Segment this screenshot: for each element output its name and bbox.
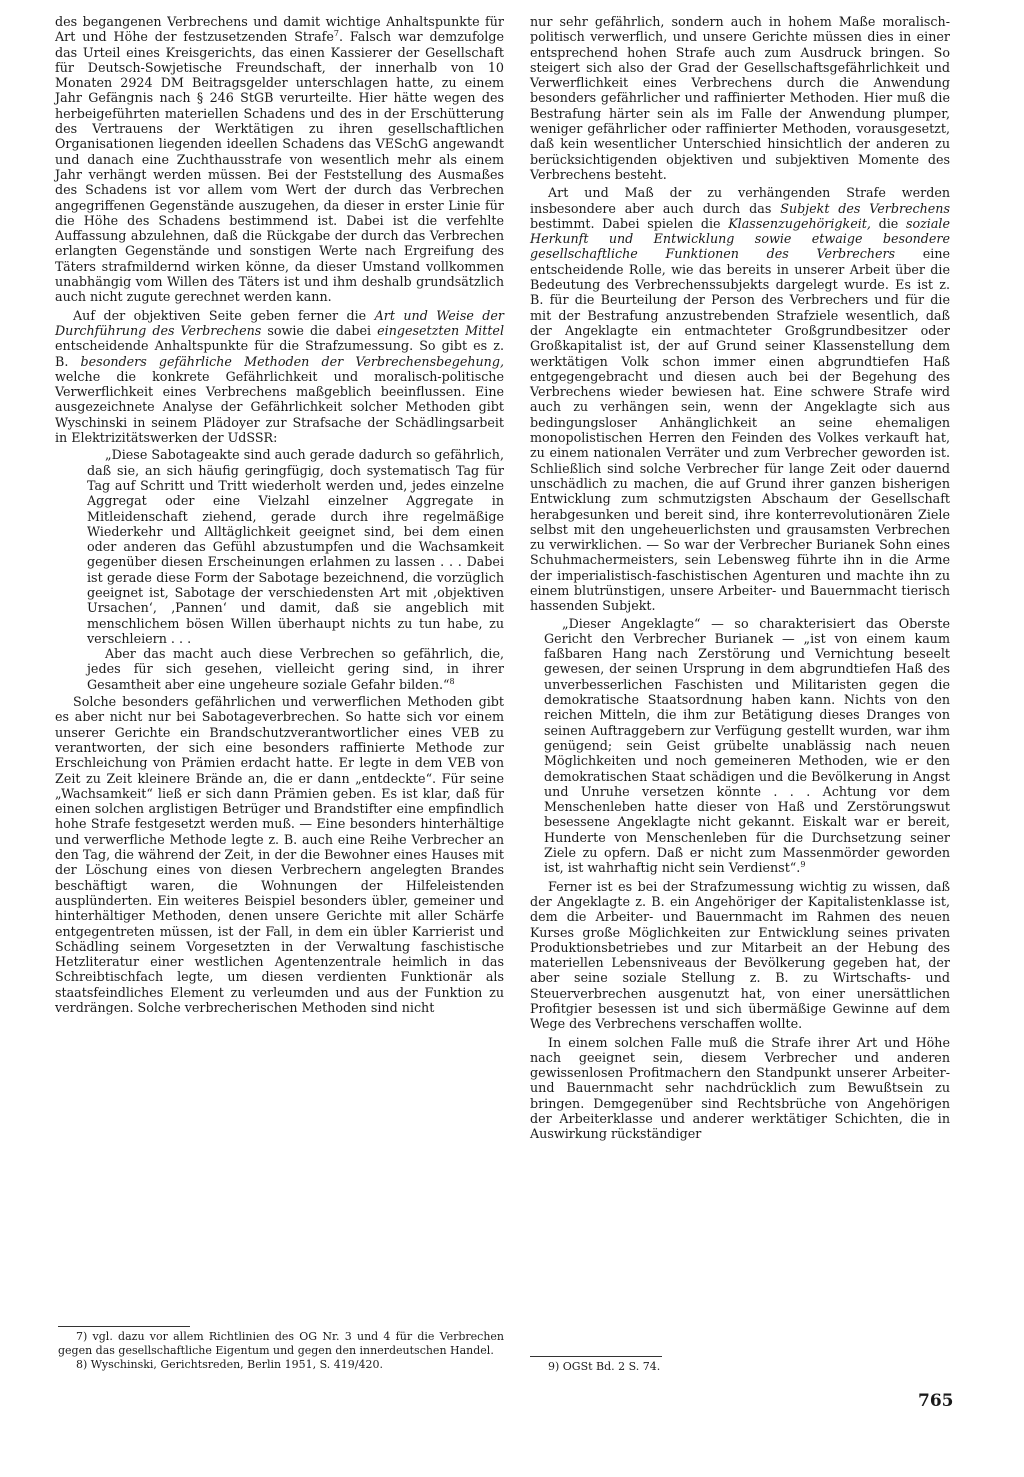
footnotes-right — [530, 1360, 950, 1374]
paragraph: In einem solchen Falle muß die Strafe ihrer Art und Höhe nach geeignet sein, diesem Verbrecher und anderen gewissenlosen Profitmachern den Standpunkt unserer Arbeiter- und Bauernmacht sehr nachdrücklich zum Bewußtsein zu bringen. Demgegenüber sind Rechtsbrüche von Angehörigen der Arbeiterklasse und anderer werktätiger Schichten, die in Auswirkung rückständiger — [530, 1034, 950, 1142]
footnote-ref[interactable]: 7 — [333, 29, 339, 39]
paragraph: Auf der objektiven Seite geben ferner die Art und Weise der Durchführung des Verbrechens sowie die dabei eingesetzten Mittel entscheidende Anhaltspunkte für die Strafzumessung. So gibt es z. B. besonders gefährliche Methoden der Verbrechensbegehung, welche die konkrete Gefährlichkeit und moralisch-politische Verwerflichkeit eines Verbrechens maßgeblich beeinflussen. Eine ausgezeichnete Analyse der Gefährlichkeit solcher Methoden gibt Wyschinski in seinem Plädoyer zur Strafsache der Schädlingsarbeit in Elektrizitätswerken der UdSSR: — [55, 307, 505, 446]
footnote-7: 7) vgl. dazu vor allem Richtlinien des OG Nr. 3 und 4 für die Verbrechen gegen das gesellschaftliche Eigentum und gegen den innerdeutschen Handel. — [58, 1330, 504, 1357]
footnotes-left — [58, 1330, 504, 1372]
footnote-rule — [58, 1326, 190, 1327]
paragraph: Solche besonders gefährlichen und verwerflichen Methoden gibt es aber nicht nur bei Sabotageverbrechen. So hatte sich vor einem unserer Gerichte ein Brandschutzverantwortlicher eines VEB zu verantworten, der sich eine besonders raffinierte Methode zur Erschleichung von Prämien erdacht hatte. Er legte in dem VEB von Zeit zu Zeit kleinere Brände an, die er dann „entdeckte“. Für seine „Wachsamkeit“ ließ er sich dann Prämien geben. Es ist klar, daß für einen solchen arglistigen Betrüger und Brandstifter eine empfindlich hohe Strafe festgesetzt werden muß. — Eine besonders hinterhältige und verwerfliche Methode legte z. B. auch eine Reihe Verbrecher an den Tag, die während der Zeit, in der die Bewohner eines Hauses mit der Löschung eines von diesen Verbrechern angelegten Brandes beschäftigt waren, die Wohnungen der Hilfeleistenden ausplünderten. Ein weiteres Beispiel besonders übler, gemeiner und hinterhältiger Methoden, denen unsere Gerichte mit aller Schärfe entgegentreten müssen, ist der Fall, in dem ein übler Karrierist und Schädling seinem Vorgesetzten in der Verwaltung faschistische Hetzliteratur einer westlichen Agentenzentrale heimlich in das Schreibtischfach legte, um diesen verdienten Funktionär als staatsfeindliches Element zu verleumden und aus der Funktion zu verdrängen. Solche verbrecherischen Methoden sind nicht — [55, 694, 504, 1015]
quote-paragraph: „Dieser Angeklagte“ — so charakterisiert das Oberste Gericht den Verbrecher Burianek — „ist von einem kaum faßbaren Hang nach Zerstörung und Vernichtung beseelt gewesen, der seinen Ursprung in dem abgrundtiefen Haß des unverbesserlichen Faschisten und Militaristen gegen die demokratische Staatsordnung haben kann. Nichts von den reichen Mitteln, die ihm zur Betätigung dieses Dranges von seinen Auftraggebern zur Verfügung gestellt wurden, war ihm genügend; sein Geist grübelte unablässig nach neuen Möglichkeiten und noch gemeineren Methoden, wie er den demokratischen Staat schädigen und die Bevölkerung in Angst und Unruhe versetzen könnte . . . Achtung vor dem Menschenleben hatte dieser von Haß und Zerstörungswut besessene Angeklagte nicht gekannt. Eiskalt war er bereit, Hunderte von Menschenleben für die Durchsetzung seiner Ziele zu opfern. Daß er nicht zum Massenmörder geworden ist, ist wahrhaftig nicht sein Verdienst“.$^9$ — [544, 615, 950, 876]
page-number: 765 — [918, 1391, 954, 1411]
footnote-8: 8) Wyschinski, Gerichtsreden, Berlin 1951, S. 419/420. — [76, 1358, 383, 1371]
block-quote — [87, 447, 504, 692]
left-column — [55, 14, 504, 1015]
footnote-9: 9) OGSt Bd. 2 S. 74. — [548, 1360, 661, 1373]
paragraph: des begangenen Verbrechens und damit wichtige Anhaltspunkte für Art und Höhe der festzusetzenden Strafe$^7$. Falsch war demzufolge das Urteil eines Kreisgerichts, das einen Kassierer der Gesellschaft für Deutsch-Sowjetische Freundschaft, der innerhalb von 10 Monaten 2924 DM Beitragsgelder unterschlagen hatte, zu einem Jahr Gefängnis nach § 246 StGB verurteilte. Hier hätte wegen des herbeigeführten materiellen Schadens und des in der Erschütterung des Vertrauens der Werktätigen zu ihren gesellschaftlichen Organisationen liegenden ideellen Schadens das VESchG angewandt und danach eine Zuchthausstrafe von wesentlich mehr als einem Jahr verhängt werden müssen. Bei der Feststellung des Ausmaßes des Schadens ist vor allem vom Wert der durch das Verbrechen angegriffenen Gegenstände auszugehen, da dieser in erster Linie für die Höhe des Schadens bestimmend ist. Dabei ist die verfehlte Auffassung abzulehnen, daß die Rückgabe der durch das Verbrechen erlangten Gegenstände und sonstigen Werte nach Ergreifung des Täters strafmildernd wirken könne, da dieser Umstand vollkommen unabhängig vom Willen des Täters ist und ihm deshalb grundsätzlich auch nicht zugute gerechnet werden kann. — [55, 14, 504, 305]
paragraph: Art und Maß der zu verhängenden Strafe werden insbesondere aber auch durch das Subjekt des Verbrechens bestimmt. Dabei spielen die Klassenzugehörigkeit, die soziale Herkunft und Entwicklung sowie etwaige besondere gesellschaftliche Funktionen des Verbrechers eine entscheidende Rolle, wie das bereits in unserer Arbeit über die Bedeutung des Verbrechenssubjekts dargelegt wurde. Es ist z. B. für die Beurteilung der Person des Verbrechers und für die mit der Bestrafung anzustrebenden Strafziele wesentlich, daß der Angeklagte ein entmachteter Großgrundbesitzer oder Großkapitalist ist, der auf Grund seiner Klassenstellung dem werktätigen Volk schon immer einen abgrundtiefen Haß entgegengebracht und diesen auch bei der Begehung des Verbrechens wieder bewiesen hat. Eine schwere Strafe wird auch zu verhängen sein, wenn der Angeklagte sich aus bedingungsloser Anhänglichkeit an seine ehemaligen monopolistischen Herren den Feinden des Volkes verkauft hat, zu einem nationalen Verräter und zum Verbrecher geworden ist. Schließlich sind solche Verbrecher für lange Zeit oder dauernd unschädlich zu machen, die auf Grund ihrer ganzen bisherigen Entwicklung zum schmutzigsten Abschaum der Gesellschaft herabgesunken und bereit sind, ihre konterrevolutionären Ziele selbst mit den ungeheuerlichsten und grausamsten Verbrechen zu verwirklichen. — So war der Verbrecher Burianek Sohn eines Schuhmachermeisters, sein Lebensweg führte ihn in die Arme der imperialistisch-faschistischen Agenturen und machte ihn zu einem blutrünstigen, unsere Arbeiter- und Bauernmacht tierisch hassenden Subjekt. — [530, 185, 950, 614]
footnote-ref[interactable]: 9 — [800, 860, 806, 870]
paragraph: nur sehr gefährlich, sondern auch in hohem Maße moralisch-politisch verwerflich, und unsere Gerichte müssen dies in einer entsprechend hohen Strafe auch zum Ausdruck bringen. So steigert sich also der Grad der Gesellschaftsgefährlichkeit und Verwerflichkeit eines Verbrechens durch die Anwendung besonders gefährlicher und raffinierter Methoden. Hier muß die Bestrafung härter sein als im Falle der Anwendung plumper, weniger gefährlicher oder raffinierter Methoden, vorausgesetzt, daß kein wesentlicher Unterschied hinsichtlich der anderen zu berücksichtigenden objektiven und subjektiven Momente des Verbrechens besteht. — [530, 14, 950, 182]
footnote-rule — [530, 1356, 662, 1357]
footnote-ref[interactable]: 8 — [449, 676, 455, 686]
block-quote — [544, 616, 950, 876]
right-column — [530, 14, 950, 1142]
quote-paragraph: „Diese Sabotageakte sind auch gerade dadurch so gefährlich, daß sie, an sich häufig geringfügig, doch systematisch Tag für Tag auf Schritt und Tritt wiederholt werden und, jedes einzelne Aggregat oder eine Vielzahl einzelner Aggregate in Mitleidenschaft ziehend, gerade durch ihre regelmäßige Wiederkehr und Alltäglichkeit geeignet sind, bei dem einen oder anderen das Gefühl abzustumpfen und die Wachsamkeit gegenüber diesen Erscheinungen erlahmen zu lassen . . . Dabei ist gerade diese Form der Sabotage bezeichnend, die vorzüglich geeignet ist, Sabotage der verschiedensten Art mit ‚objektiven Ursachen‘, ‚Pannen‘ und damit, daß sie angeblich mit menschlichem bösen Willen überhaupt nichts zu tun habe, zu verschleiern . . . — [87, 447, 504, 646]
quote-paragraph: Aber das macht auch diese Verbrechen so gefährlich, die, jedes für sich gesehen, vielleicht gering sind, in ihrer Gesamtheit aber eine ungeheure soziale Gefahr bilden.“$^8$ — [87, 646, 504, 692]
paragraph: Ferner ist es bei der Strafzumessung wichtig zu wissen, daß der Angeklagte z. B. ein Angehöriger der Kapitalistenklasse ist, dem die Arbeiter- und Bauernmacht im Rahmen des neuen Kurses große Möglichkeiten zur Entwicklung seines privaten Produktionsbetriebes und zur Mitarbeit an der Hebung des materiellen Lebensniveaus der Bevölkerung gegeben hat, der aber seine soziale Stellung z. B. zu Wirtschafts- und Steuerverbrechen ausgenutzt hat, von einer unersättlichen Profitgier besessen ist und sich übermäßige Gewinne auf dem Wege des Verbrechens verschaffen wollte. — [530, 878, 950, 1032]
